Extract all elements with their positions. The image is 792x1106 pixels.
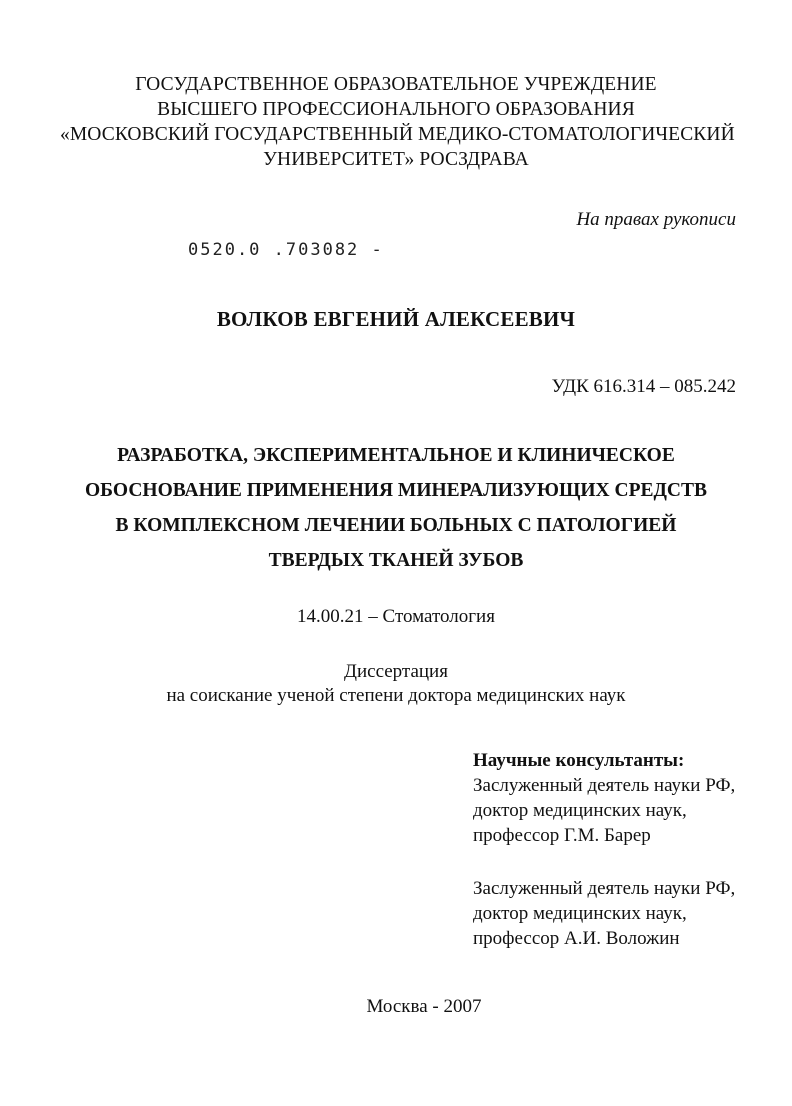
institution-line: «МОСКОВСКИЙ ГОСУДАРСТВЕННЫЙ МЕДИКО-СТОМАТОЛОГИЧЕСКИЙ	[60, 124, 735, 145]
institution-header	[60, 72, 735, 172]
title-line: ТВЕРДЫХ ТКАНЕЙ ЗУБОВ	[268, 550, 524, 571]
consultant-line: профессор Г.М. Барер	[473, 825, 651, 846]
consultant-line: Заслуженный деятель науки РФ,	[473, 775, 736, 796]
title-line: ОБОСНОВАНИЕ ПРИМЕНЕНИЯ МИНЕРАЛИЗУЮЩИХ СРЕДСТВ	[84, 480, 708, 501]
institution-line: УНИВЕРСИТЕТ» РОСЗДРАВА	[263, 149, 529, 170]
title-line: РАЗРАБОТКА, ЭКСПЕРИМЕНТАЛЬНОЕ И КЛИНИЧЕСКОЕ	[117, 445, 675, 466]
title-line: В КОМПЛЕКСНОМ ЛЕЧЕНИИ БОЛЬНЫХ С ПАТОЛОГИЕЙ	[115, 515, 677, 536]
institution-line: ВЫСШЕГО ПРОФЕССИОНАЛЬНОГО ОБРАЗОВАНИЯ	[157, 99, 635, 120]
dissertation-label: Диссертация	[344, 661, 448, 682]
consultants-block-second	[473, 876, 735, 951]
udc-code: УДК 616.314 – 085.242	[551, 376, 736, 397]
manuscript-rights-note: На правах рукописи	[576, 209, 736, 230]
specialty-code: 14.00.21 – Стоматология	[297, 606, 495, 627]
consultant-line: доктор медицинских наук,	[473, 800, 687, 821]
dissertation-title	[60, 438, 732, 578]
author-name: ВОЛКОВ ЕВГЕНИЙ АЛЕКСЕЕВИЧ	[216, 307, 576, 331]
consultant-line: профессор А.И. Воложин	[473, 928, 680, 949]
consultants-block-first	[473, 748, 735, 848]
consultants-heading: Научные консультанты:	[473, 750, 685, 771]
degree-line: на соискание ученой степени доктора медицинских наук	[166, 685, 626, 706]
consultant-line: Заслуженный деятель науки РФ,	[473, 878, 736, 899]
city-year: Москва - 2007	[366, 996, 482, 1017]
institution-line: ГОСУДАРСТВЕННОЕ ОБРАЗОВАТЕЛЬНОЕ УЧРЕЖДЕНИЕ	[135, 74, 657, 95]
dissertation-type	[0, 660, 792, 708]
consultant-line: доктор медицинских наук,	[473, 903, 687, 924]
archive-stamp-number: 0520.0 .703082 -	[188, 240, 384, 260]
